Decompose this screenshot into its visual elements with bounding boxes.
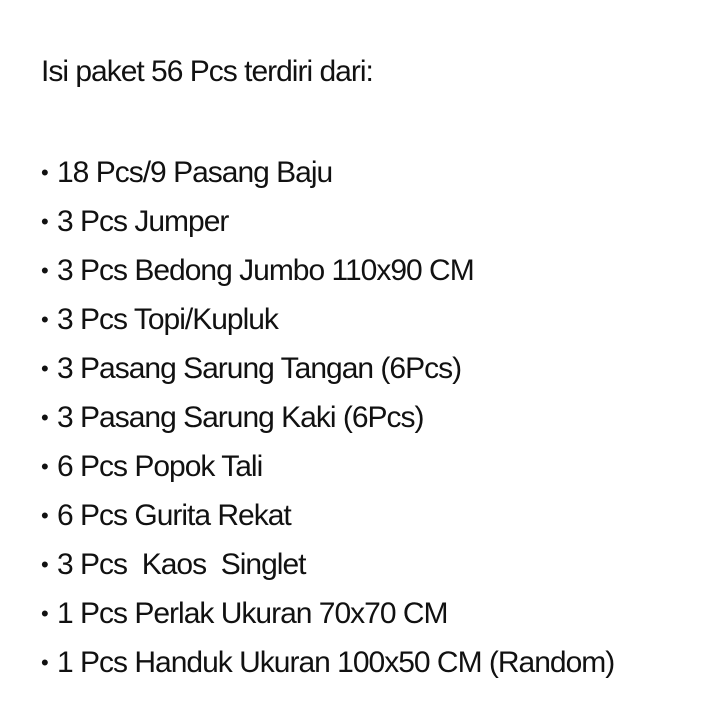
list-item [41,344,614,393]
list-item [41,589,614,638]
list-item [41,246,614,295]
bullet-icon: • [41,649,48,675]
list-item-label: 3 Pasang Sarung Tangan (6Pcs) [57,351,462,385]
list-item [41,197,614,246]
list-item [41,491,614,540]
list-item-label: 6 Pcs Popok Tali [57,449,263,483]
list-item-label: 3 Pcs Bedong Jumbo 110x90 CM [57,253,474,287]
list-item-label: 1 Pcs Perlak Ukuran 70x70 CM [57,596,448,630]
package-item-list [41,148,614,687]
bullet-icon: • [41,159,48,185]
bullet-icon: • [41,208,48,234]
list-item [41,540,614,589]
list-item-label: 18 Pcs/9 Pasang Baju [57,155,333,189]
list-item [41,148,614,197]
list-item-label: 3 Pasang Sarung Kaki (6Pcs) [57,400,424,434]
list-item [41,442,614,491]
bullet-icon: • [41,257,48,283]
list-item [41,393,614,442]
list-item-label: 3 Pcs Jumper [57,204,229,238]
bullet-icon: • [41,404,48,430]
bullet-icon: • [41,600,48,626]
list-item-label: 1 Pcs Handuk Ukuran 100x50 CM (Random) [57,645,615,679]
list-item-label: 3 Pcs Topi/Kupluk [57,302,278,336]
package-heading: Isi paket 56 Pcs terdiri dari: [41,55,373,88]
bullet-icon: • [41,502,48,528]
list-item [41,295,614,344]
list-item-label: 6 Pcs Gurita Rekat [57,498,291,532]
bullet-icon: • [41,551,48,577]
bullet-icon: • [41,453,48,479]
bullet-icon: • [41,306,48,332]
list-item-label: 3 Pcs Kaos Singlet [57,547,306,581]
bullet-icon: • [41,355,48,381]
list-item [41,638,614,687]
